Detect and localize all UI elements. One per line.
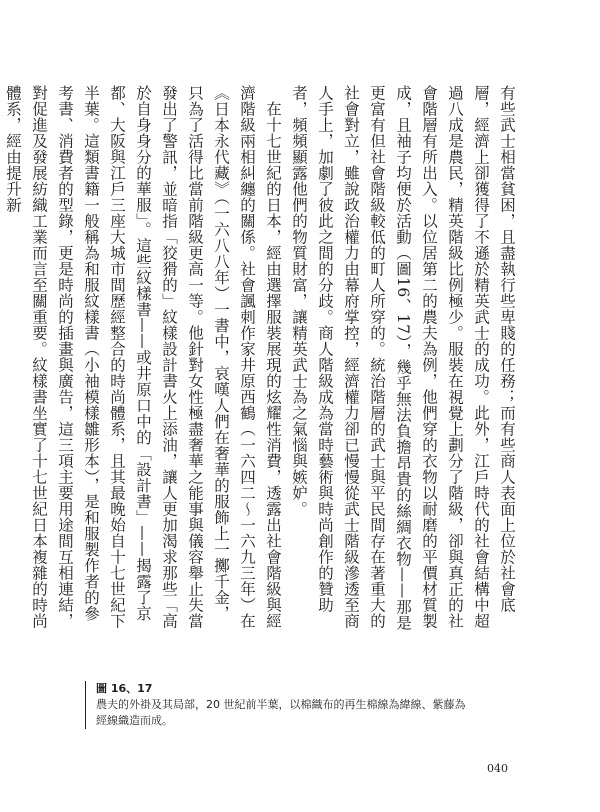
caption-text: 農夫的外褂及其局部，20 世紀前半葉，以棉織布的再生棉線為緯線、紫藤為經線織造而成。 [96,698,466,727]
paragraph-2: 在十七世紀的日本，經由選擇服裝展現的炫耀性消費，透露出社會階級與經濟階級兩相糾纏的關係。社會諷刺作家井原西鶴（一六四二～一六九三年）在《日本永代藏》（一六八八年）一書中，哀嘆人們在奢華的服飾上一擲千金，只為了活得比當前階級更高一等。他針對女性極盡奢華之能事與儀容舉止失當發出了警訊，並暗指「狡猾的」紋樣設計書火上添油，讓人更加渴求那些「高於自身身分的華服」。這些紋樣書——或井原口中的「設計書」——揭露了京都、大阪與江戶三座大城市間歷經整合的時尚體系，且其最晚始自十七世紀下半葉。這類書籍一般稱為和服紋樣書（小袖模樣雛形本），是和服製作者的參考書、消費者的型錄，更是時尚的插畫與廣告，這三項主要用途間互相連結，對促進及發展紡織工業而言至關重要。紋樣書坐實了十七世紀日本複雜的時尚體系，經由提升新 [4,85,282,629]
paragraph-1: 有些武士相當貧困，且盡執行些卑賤的任務；而有些商人表面上位於社會底層，經濟上卻獲得了不遜於精英武士的成功。此外，江戶時代的社會結構中超過八成是農民，精英階級比例極少。服裝在視覺上劃分了階級，卻與真正的社會階層有所出入。以位居第二的農夫為例，他們穿的衣物以耐磨的平價材質製成，且袖子均便於活動（圖16、17），幾乎無法負擔昂貴的絲綢衣物——那是更富有但社會階級較低的町人所穿的。統治階層的武士與平民間存在著重大的社會對立，雖說政治權力由幕府掌控，經濟權力卻已慢慢從武士階級滲透至商人手上，加劇了彼此之間的分歧。商人階級成為當時藝術與時尚創作的贊助者，頻頻顯露他們的物質財富，讓精英武士為之氣惱與嫉妒。 [290,85,516,631]
figure-label: 圖 16、17 [96,682,153,695]
figure-caption [85,681,476,729]
page-number: 040 [487,762,508,775]
body-text [4,85,520,633]
